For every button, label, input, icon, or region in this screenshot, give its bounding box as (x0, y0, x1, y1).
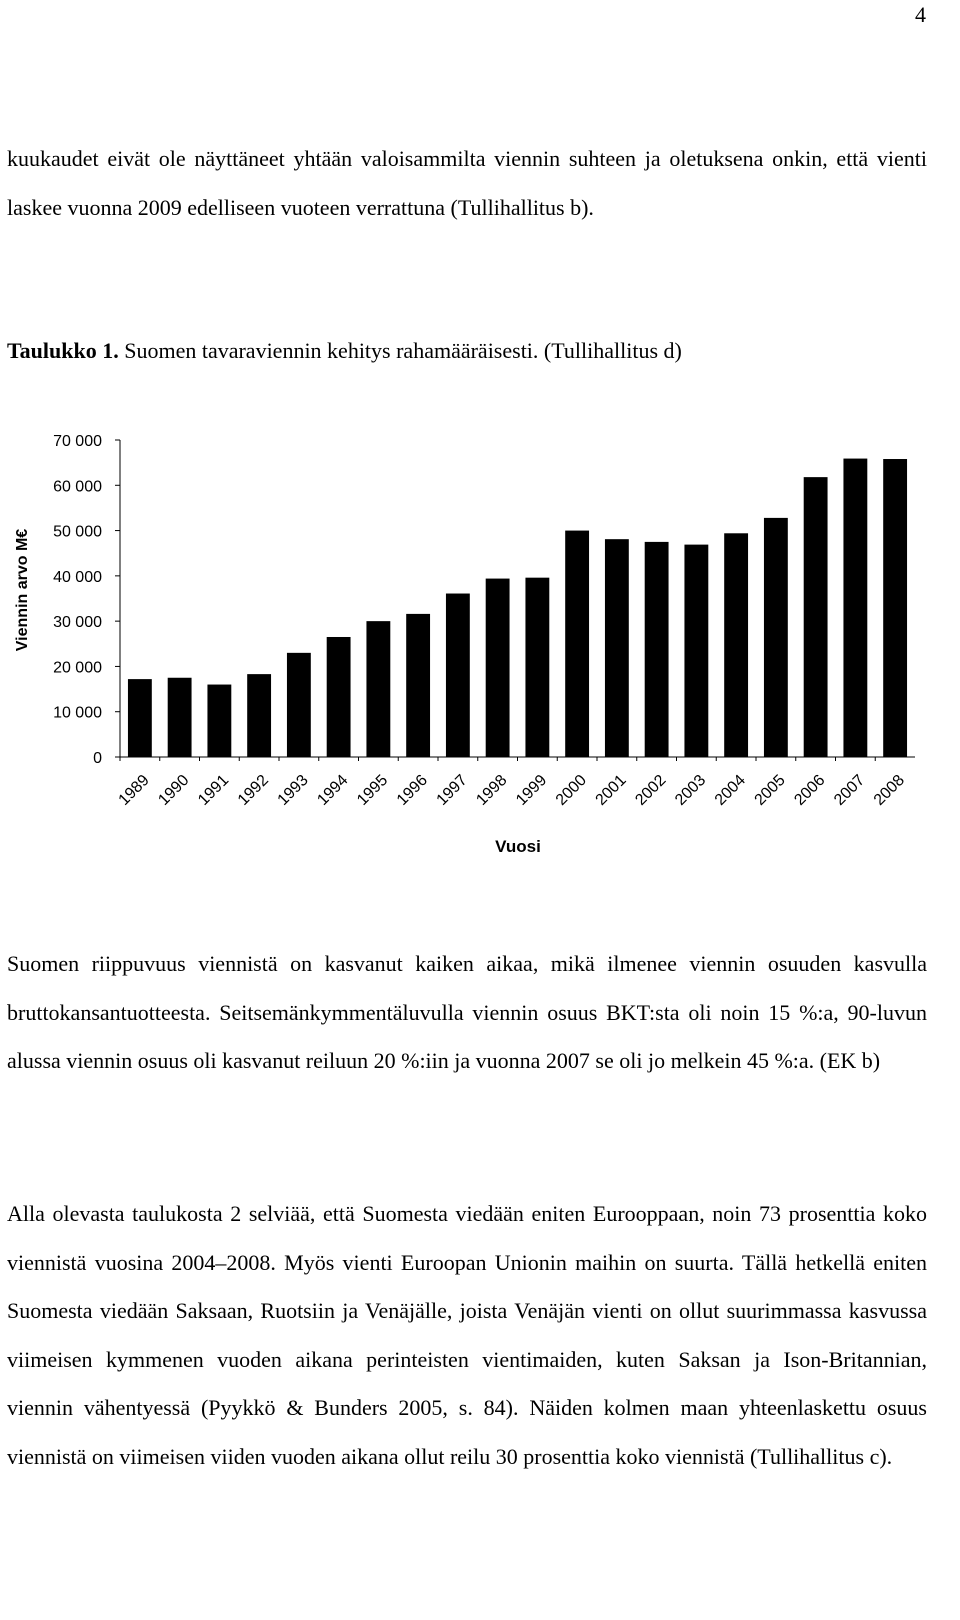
x-tick-label: 2000 (552, 771, 590, 809)
page-number: 4 (915, 2, 926, 27)
bar-1991 (207, 685, 231, 757)
bar-2007 (843, 459, 867, 757)
bar-2008 (883, 459, 907, 757)
x-tick-label: 1997 (433, 771, 471, 809)
x-tick-label: 1999 (513, 771, 551, 809)
x-axis-label: Vuosi (495, 837, 541, 856)
bar-1999 (525, 578, 549, 757)
chart-bars (128, 459, 907, 757)
paragraph-destinations: Alla olevasta taulukosta 2 selviää, että Suomesta viedään eniten Eurooppaan, noin 73 prosenttia koko viennistä vuosina 2004–2008. Myös vienti Euroopan Unionin maihin on suurta. Tällä hetkellä eniten Suomesta viedään Saksaan, Ruotsiin ja Venäjälle, joista Venäjän vienti on ollut suurimmassa kasvussa viimeisen kymmenen vuoden aikana perinteisten vientimaiden, kuten Saksan ja Ison-Britannian, viennin vähentyessä (Pyykkö & Bunders 2005, s. 84). Näiden kolmen maan yhteenlaskettu osuus viennistä on viimeisen viiden vuoden aikana ollut reilu 30 prosenttia koko viennistä (Tullihallitus c). (7, 1201, 927, 1469)
x-tick-label: 1994 (314, 771, 352, 809)
x-tick-label: 2002 (632, 771, 670, 809)
bar-2003 (684, 545, 708, 757)
x-axis-ticks (116, 757, 909, 809)
y-axis-ticks (53, 433, 120, 767)
x-tick-label: 2008 (870, 771, 908, 809)
x-tick-label: 1995 (354, 771, 392, 809)
y-tick-label: 50 000 (53, 523, 102, 541)
bar-1994 (327, 637, 351, 757)
bar-1995 (366, 621, 390, 757)
caption-label: Taulukko 1. (7, 338, 119, 363)
paragraph-dependency: Suomen riippuvuus viennistä on kasvanut kaiken aikaa, mikä ilmenee viennin osuuden kasvulla bruttokansantuotteesta. Seitsemänkymmentäluvulla viennin osuus BKT:sta oli noin 15 %:a, 90-luvun alussa viennin osuus oli kasvanut reiluun 20 %:iin ja vuonna 2007 se oli jo melkein 45 %:a. (EK b) (7, 951, 927, 1073)
x-tick-label: 2004 (711, 771, 749, 809)
bar-1992 (247, 674, 271, 757)
x-tick-label: 2005 (751, 771, 789, 809)
x-tick-label: 1991 (195, 771, 233, 809)
table-caption (7, 327, 682, 375)
paragraph-intro: kuukaudet eivät ole näyttäneet yhtään valoisammilta viennin suhteen ja oletuksena onkin, että vienti laskee vuonna 2009 edelliseen vuoteen verrattuna (Tullihallitus b). (7, 146, 927, 220)
bar-1990 (168, 678, 192, 757)
export-value-bar-chart (0, 420, 960, 880)
y-tick-label: 20 000 (53, 659, 102, 677)
x-tick-label: 2003 (672, 771, 710, 809)
y-tick-label: 70 000 (53, 433, 102, 450)
bar-2001 (605, 539, 629, 757)
y-axis-label: Viennin arvo M€ (14, 528, 31, 652)
caption-text: Suomen tavaraviennin kehitys rahamääräisesti. (Tullihallitus d) (118, 338, 682, 363)
x-tick-label: 1996 (393, 771, 431, 809)
x-tick-label: 2001 (592, 771, 630, 809)
bar-2000 (565, 531, 589, 757)
x-tick-label: 1990 (155, 771, 193, 809)
y-tick-label: 40 000 (53, 568, 102, 586)
bar-2004 (724, 533, 748, 757)
x-tick-label: 2007 (831, 771, 869, 809)
x-tick-label: 1998 (473, 771, 511, 809)
x-tick-label: 1993 (274, 771, 312, 809)
y-tick-label: 10 000 (53, 704, 102, 722)
bar-1989 (128, 679, 152, 757)
bar-2005 (764, 518, 788, 757)
x-tick-label: 1989 (115, 771, 153, 809)
bar-1996 (406, 614, 430, 757)
bar-1997 (446, 594, 470, 757)
y-tick-label: 60 000 (53, 478, 102, 496)
bar-2002 (645, 542, 669, 757)
x-tick-label: 2006 (791, 771, 829, 809)
bar-2006 (804, 477, 828, 757)
bar-1998 (486, 579, 510, 757)
y-tick-label: 30 000 (53, 614, 102, 632)
chart-axes (120, 440, 915, 757)
y-tick-label: 0 (93, 750, 102, 767)
x-tick-label: 1992 (234, 771, 272, 809)
bar-1993 (287, 653, 311, 757)
